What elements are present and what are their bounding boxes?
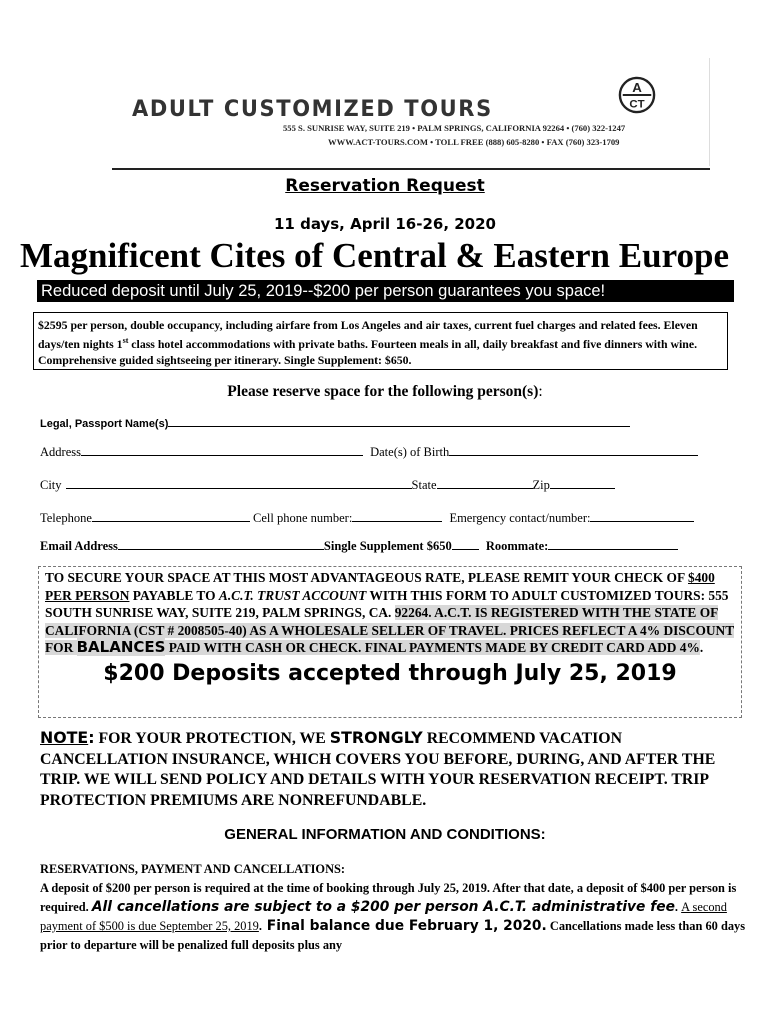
city-row bbox=[40, 476, 730, 493]
price-box bbox=[33, 312, 728, 370]
roommate-label: Roommate: bbox=[485, 539, 549, 553]
state-field[interactable] bbox=[437, 476, 533, 489]
legal-name-label: Legal, Passport Name(s) bbox=[40, 418, 169, 430]
address-field[interactable] bbox=[81, 443, 363, 456]
note-colon: : bbox=[88, 728, 95, 747]
terms-text-2: Cancellations made less than 60 days prior to departure will be penalized full deposits plus any bbox=[40, 919, 746, 952]
email-row bbox=[40, 537, 730, 554]
note-text-2: RECOMMEND VACATION CANCELLATION INSURANCE, WHICH COVERS YOU BEFORE, DURING, AND AFTER THE TRIP. WE WILL SEND POLICY AND DETAILS WITH YOUR RESERVATION RECEIPT. TRIP PROTECTION PREMIUMS ARE NONREFUNDABLE. bbox=[40, 730, 716, 809]
trip-title: Magnificent Cites of Central & Eastern Europe bbox=[20, 236, 729, 275]
email-field[interactable] bbox=[118, 537, 324, 550]
logo-bottom-text: CT bbox=[629, 98, 645, 111]
terms-heading: RESERVATIONS, PAYMENT AND CANCELLATIONS: bbox=[40, 862, 346, 876]
email-label: Email Address bbox=[40, 539, 118, 553]
act-logo bbox=[618, 76, 656, 114]
single-supplement-label: Single Supplement $650 bbox=[323, 539, 452, 553]
reserve-heading-colon: : bbox=[538, 383, 543, 400]
zip-field[interactable] bbox=[550, 476, 615, 489]
dob-label: Date(s) of Birth bbox=[370, 445, 450, 459]
telephone-field[interactable] bbox=[92, 509, 250, 522]
city-field[interactable] bbox=[66, 476, 412, 489]
letterhead-edge bbox=[709, 58, 710, 166]
terms-final-balance: Final balance due February 1, 2020. bbox=[261, 918, 547, 934]
note-text-1: FOR YOUR PROTECTION, WE bbox=[94, 730, 330, 747]
terms-section bbox=[40, 860, 750, 955]
zip-label: Zip bbox=[532, 478, 550, 492]
roommate-field[interactable] bbox=[548, 537, 678, 550]
legal-name-row bbox=[40, 414, 730, 430]
secure-amount: $400 PER PERSON bbox=[45, 570, 715, 603]
deposit-banner: Reduced deposit until July 25, 2019--$200 per person guarantees you space! bbox=[37, 280, 734, 302]
company-contact: WWW.ACT-TOURS.COM • TOLL FREE (888) 605-8280 • FAX (760) 323-1709 bbox=[328, 137, 620, 147]
secure-trust-account: A.C.T. TRUST ACCOUNT bbox=[218, 587, 367, 603]
address-row bbox=[40, 443, 730, 460]
emergency-label: Emergency contact/number: bbox=[449, 511, 591, 525]
city-label: City bbox=[40, 478, 62, 492]
deposits-accepted: $200 Deposits accepted through July 25, 2019 bbox=[103, 660, 677, 686]
letterhead-rule bbox=[112, 168, 710, 170]
dob-field[interactable] bbox=[449, 443, 698, 456]
reserve-heading-text: Please reserve space for the following person(s) bbox=[227, 383, 539, 400]
terms-italic: All cancellations are subject to a $200 per person A.C.T. administrative fee bbox=[91, 899, 675, 915]
secure-space-box bbox=[38, 566, 742, 718]
secure-highlight-2: PAID WITH CASH OR CHECK. FINAL PAYMENTS MADE BY CREDIT CARD ADD 4% bbox=[165, 640, 700, 655]
general-info-heading: GENERAL INFORMATION AND CONDITIONS: bbox=[224, 826, 546, 843]
terms-second-payment: A second payment of $500 is due September 25, 2019 bbox=[40, 900, 727, 933]
cell-field[interactable] bbox=[352, 509, 442, 522]
letterhead bbox=[110, 58, 710, 166]
legal-name-field[interactable] bbox=[168, 414, 630, 427]
price-text-2: class hotel accommodations with private baths. Fourteen meals in all, daily breakfast and five dinners with wine. Comprehensive guided sightseeing per itinerary. Single Supplement: $650. bbox=[38, 336, 698, 367]
form-title bbox=[0, 176, 770, 196]
state-label: State bbox=[411, 478, 437, 492]
secure-text-1: TO SECURE YOUR SPACE AT THIS MOST ADVANTAGEOUS RATE, PLEASE REMIT YOUR CHECK OF bbox=[45, 570, 688, 585]
price-sup: st bbox=[122, 336, 129, 345]
price-text-1: $2595 per person, double occupancy, including airfare from Los Angeles and air taxes, current fuel charges and related fees. Eleven days/ten nights 1 bbox=[38, 318, 698, 351]
secure-text-3: WITH THIS FORM TO ADULT CUSTOMIZED TOURS: 555 SOUTH SUNRISE WAY, SUITE 219, PALM SPRINGS, CA. bbox=[45, 587, 729, 620]
secure-balances: BALANCES bbox=[76, 638, 166, 656]
single-supplement-field[interactable] bbox=[452, 537, 479, 550]
cell-label: Cell phone number: bbox=[253, 511, 353, 525]
terms-dot-2: . bbox=[258, 919, 262, 933]
emergency-field[interactable] bbox=[590, 509, 694, 522]
address-label: Address bbox=[40, 445, 81, 459]
secure-end: . bbox=[699, 640, 704, 655]
terms-text-1: A deposit of $200 per person is required at the time of booking through July 25, 2019. After that date, a deposit of $400 per person is required. bbox=[40, 881, 737, 914]
phone-row bbox=[40, 509, 730, 526]
note-strongly: STRONGLY bbox=[329, 728, 423, 747]
secure-text-2: PAYABLE TO bbox=[129, 587, 219, 603]
reserve-heading bbox=[0, 383, 770, 401]
note-paragraph bbox=[40, 728, 740, 811]
secure-highlight-1: 92264. A.C.T. IS REGISTERED WITH THE STATE OF CALIFORNIA (CST # 2008505-40) AS A WHOLESALE SELLER OF TRAVEL. PRICES REFLECT A 4% DISCOUNT FOR bbox=[45, 605, 735, 655]
note-label: NOTE bbox=[40, 728, 89, 747]
company-address: 555 S. SUNRISE WAY, SUITE 219 • PALM SPRINGS, CALIFORNIA 92264 • (760) 322-1247 bbox=[283, 123, 626, 133]
telephone-label: Telephone bbox=[40, 511, 92, 525]
terms-dot: . bbox=[674, 900, 679, 914]
trip-dates: 11 days, April 16-26, 2020 bbox=[273, 215, 496, 233]
company-name: ADULT CUSTOMIZED TOURS bbox=[132, 96, 493, 122]
logo-top-text: A bbox=[632, 80, 642, 96]
form-title-text: Reservation Request bbox=[285, 176, 485, 196]
